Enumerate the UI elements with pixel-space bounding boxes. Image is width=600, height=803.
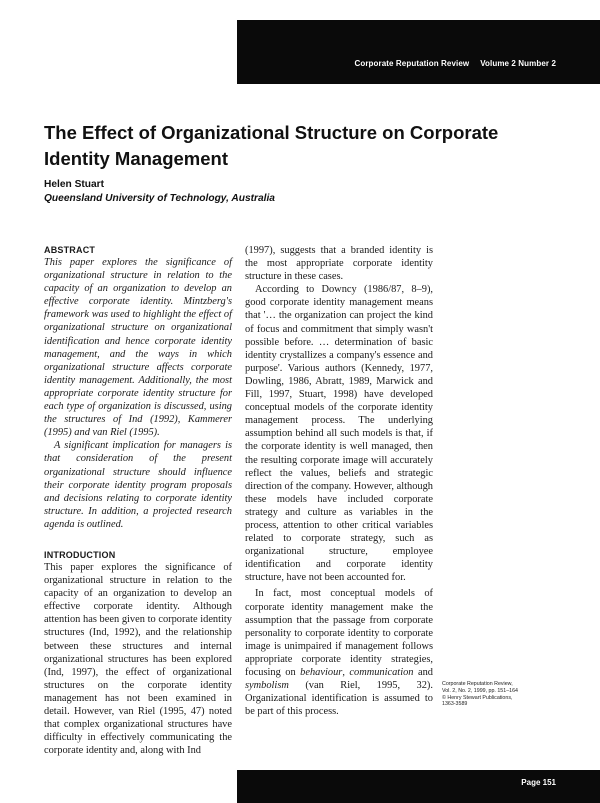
abstract-heading: ABSTRACT xyxy=(44,245,96,255)
abstract-paragraph-2: A significant implication for managers is that consideration of the present organizational structure should influence their corporate identity program proposals and decisions relating to corporate identity structure. In addition, a projected research agenda is outlined. xyxy=(44,440,232,530)
body-paragraph-3-text-b: , xyxy=(342,667,350,678)
author-affiliation: Queensland University of Technology, Australia xyxy=(44,193,275,204)
emphasis-behaviour: behaviour xyxy=(300,667,343,678)
body-paragraph-3-text-d: (van Riel, 1995, 32). Organizational identification is assumed to be part of this process. xyxy=(245,680,433,718)
body-paragraph-2: According to Downcy (1986/87, 8–9), good corporate identity management means that '… the organization can project the kind of focus and commitment that simply wasn't possible before. … determination of basic identity crystallizes a company's essence and purpose'. Various authors (Kennedy, 1977, Dowling, 1986, Abratt, 1989, Marwick and Fill, 1997, Stuart, 1998) have developed conceptual models of the corporate identity management process. The underlying assumption behind all such models is that, if the corporate identity is well managed, then the resulting corporate image will accurately reflect the values, beliefs and strategic direction of the company. However, although these models have included corporate strategy and culture as variables in the process, attention to other critical variables related to corporate strategy, such as organizational structure, employee identification and corporate identity structure, have not been accounted for. xyxy=(245,284,433,584)
author-name: Helen Stuart xyxy=(44,179,105,190)
body-paragraph-3-text-c: and xyxy=(413,667,433,678)
sidenote-copyright: © Henry Stewart Publications, xyxy=(442,694,513,701)
left-column xyxy=(44,244,232,757)
volume-info: Volume 2 Number 2 xyxy=(480,59,556,68)
journal-name: Corporate Reputation Review xyxy=(354,59,470,68)
running-header xyxy=(354,59,556,68)
citation-sidenote xyxy=(442,681,562,708)
body-paragraph-1: (1997), suggests that a branded identity is the most appropriate corporate identity structure in these cases. xyxy=(245,245,433,283)
sidenote-volume: Vol. 2, No. 2, 1999, pp. 151–164 xyxy=(442,687,518,694)
page-number: Page 151 xyxy=(521,778,556,787)
emphasis-communication: communication xyxy=(349,667,414,678)
article-title: The Effect of Organizational Structure on Corporate Identity Management xyxy=(44,122,499,169)
emphasis-symbolism: symbolism xyxy=(245,680,289,692)
sidenote-journal: Corporate Reputation Review, xyxy=(442,681,513,687)
body-paragraph-3 xyxy=(245,587,433,718)
sidenote-issn: 1363-3589 xyxy=(442,701,468,708)
introduction-paragraph-1: This paper explores the significance of organizational structure in relation to the capacity of an organization to develop an effective corporate identity. Although attention has been given to corporate identity structures (Ind, 1992), and the relationship between these structures and internal organizational structures has been explored (Ind, 1997), the effect of organizational structures on the corporate identity management has not been examined in detail. However, van Riel (1995, 47) noted that complex organizational structures have difficulty in effectively communicating the corporate identity and, along with Ind xyxy=(44,561,232,757)
abstract-paragraph-1: This paper explores the significance of organizational structure in relation to the capacity of an organization to develop an effective corporate identity. Mintzberg's framework was used to highlight the effect of organizational structure on organizational identification and hence corporate identity management, and the ways in which organizational structure affects corporate identity management. Additionally, the most appropriate corporate identity structure for each type of organization is discussed, using the structures of Ind (1992), Kammerer (1995) and van Riel (1995). xyxy=(44,257,232,439)
header-bar xyxy=(237,20,600,84)
introduction-heading: INTRODUCTION xyxy=(44,549,116,560)
right-column xyxy=(245,244,433,718)
body-paragraph-3-text-a: In fact, most conceptual models of corporate identity management make the assumption that the passage from corporate personality to corporate identity to corporate image is unimpaired if management follows appropriate corporate identity strategies, focusing on xyxy=(245,588,433,678)
